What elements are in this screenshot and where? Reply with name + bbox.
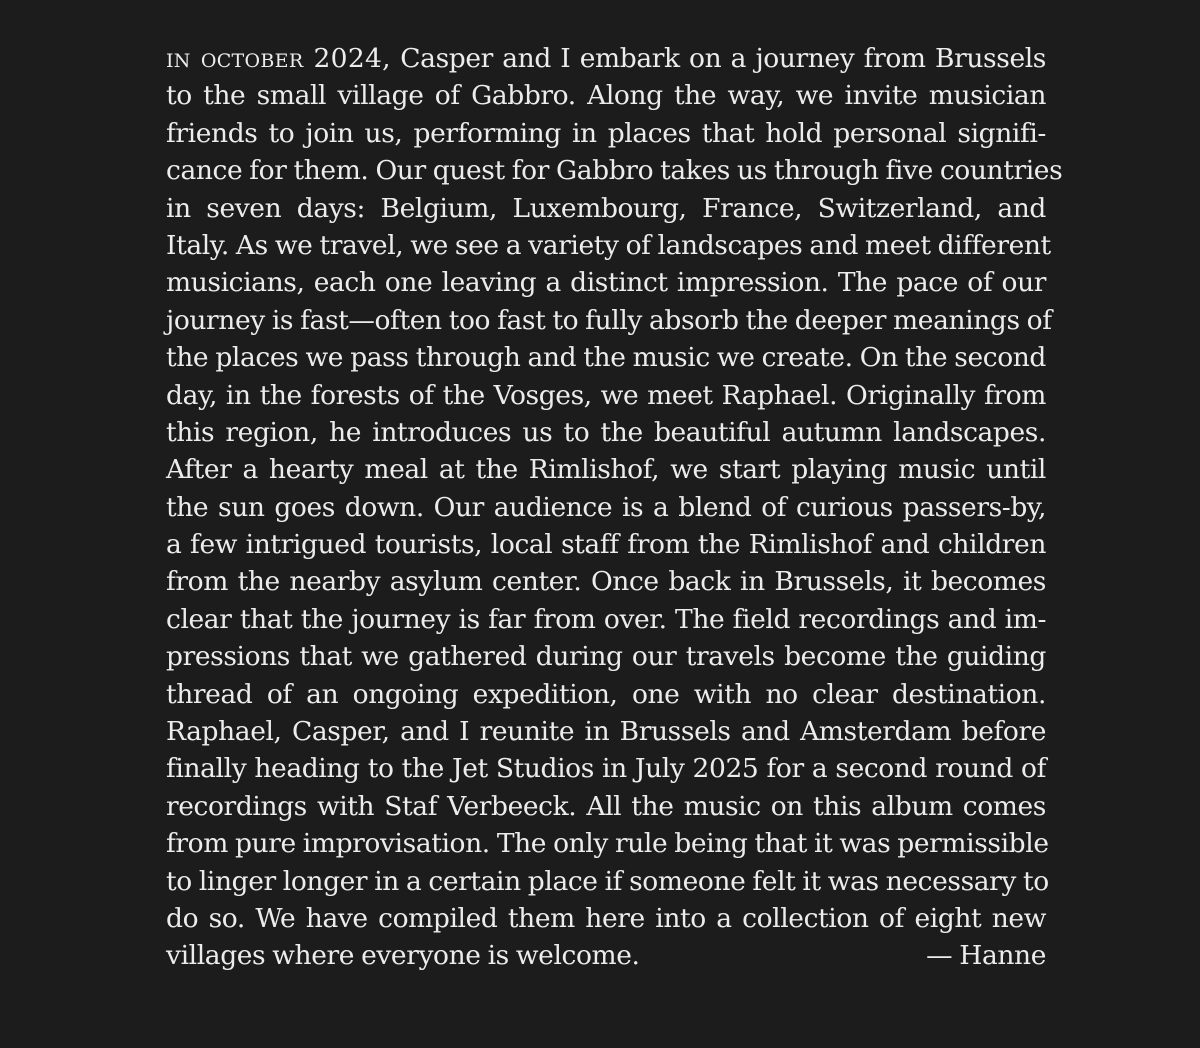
- essay-line: Italy. As we travel, we see a variety of landscapes and meet different: [166, 229, 1051, 261]
- essay-last-line: [166, 937, 1046, 974]
- essay-line: cance for them. Our quest for Gabbro takes us through five countries: [166, 155, 1063, 187]
- essay-line: from pure improvisation. The only rule being that it was permissible: [166, 828, 1049, 860]
- essay-line: from the nearby asylum center. Once back in Brussels, it becomes: [166, 566, 1046, 598]
- essay-line-text: Casper and I embark on a journey from Brussels: [400, 43, 1046, 74]
- essay-line: musicians, each one leaving a distinct impression. The pace of our: [166, 267, 1046, 299]
- essay-line: journey is fast—often too fast to fully absorb the deeper meanings of: [166, 304, 1052, 336]
- essay-line: the places we pass through and the music we create. On the second: [166, 342, 1046, 374]
- essay-line: the sun goes down. Our audience is a blend of curious passers-by,: [166, 491, 1046, 523]
- author-signature: — Hanne: [926, 940, 1046, 972]
- essay-line: clear that the journey is far from over. The field recordings and im-: [166, 603, 1046, 635]
- essay-line: a few intrigued tourists, local staff from the Rimlishof and children: [166, 529, 1046, 561]
- essay-line: [166, 40, 1046, 77]
- essay-line: recordings with Staf Verbeeck. All the music on this album comes: [166, 790, 1046, 822]
- essay-line: pressions that we gathered during our travels become the guiding: [166, 641, 1046, 673]
- essay-line: day, in the forests of the Vosges, we meet Raphael. Originally from: [166, 379, 1046, 411]
- essay-line: in seven days: Belgium, Luxembourg, France, Switzerland, and: [166, 192, 1046, 224]
- essay-line: friends to join us, performing in places that hold personal signifi-: [166, 117, 1046, 149]
- essay-line: finally heading to the Jet Studios in July 2025 for a second round of: [166, 753, 1046, 785]
- essay-line: to the small village of Gabbro. Along the way, we invite musician: [166, 80, 1046, 112]
- essay-closing-text: villages where everyone is welcome.: [166, 940, 640, 972]
- essay-line: do so. We have compiled them here into a collection of eight new: [166, 902, 1046, 934]
- essay-line: to linger longer in a certain place if someone felt it was necessary to: [166, 865, 1049, 897]
- essay-line: After a hearty meal at the Rimlishof, we start playing music until: [166, 454, 1046, 486]
- essay-line: thread of an ongoing expedition, one with no clear destination.: [166, 678, 1046, 710]
- essay-line: Raphael, Casper, and I reunite in Brussels and Amsterdam before: [166, 716, 1046, 748]
- essay-line: this region, he introduces us to the beautiful autumn landscapes.: [166, 416, 1046, 448]
- essay-text: [166, 40, 1063, 975]
- essay-lead-in: in october 2024,: [166, 43, 391, 74]
